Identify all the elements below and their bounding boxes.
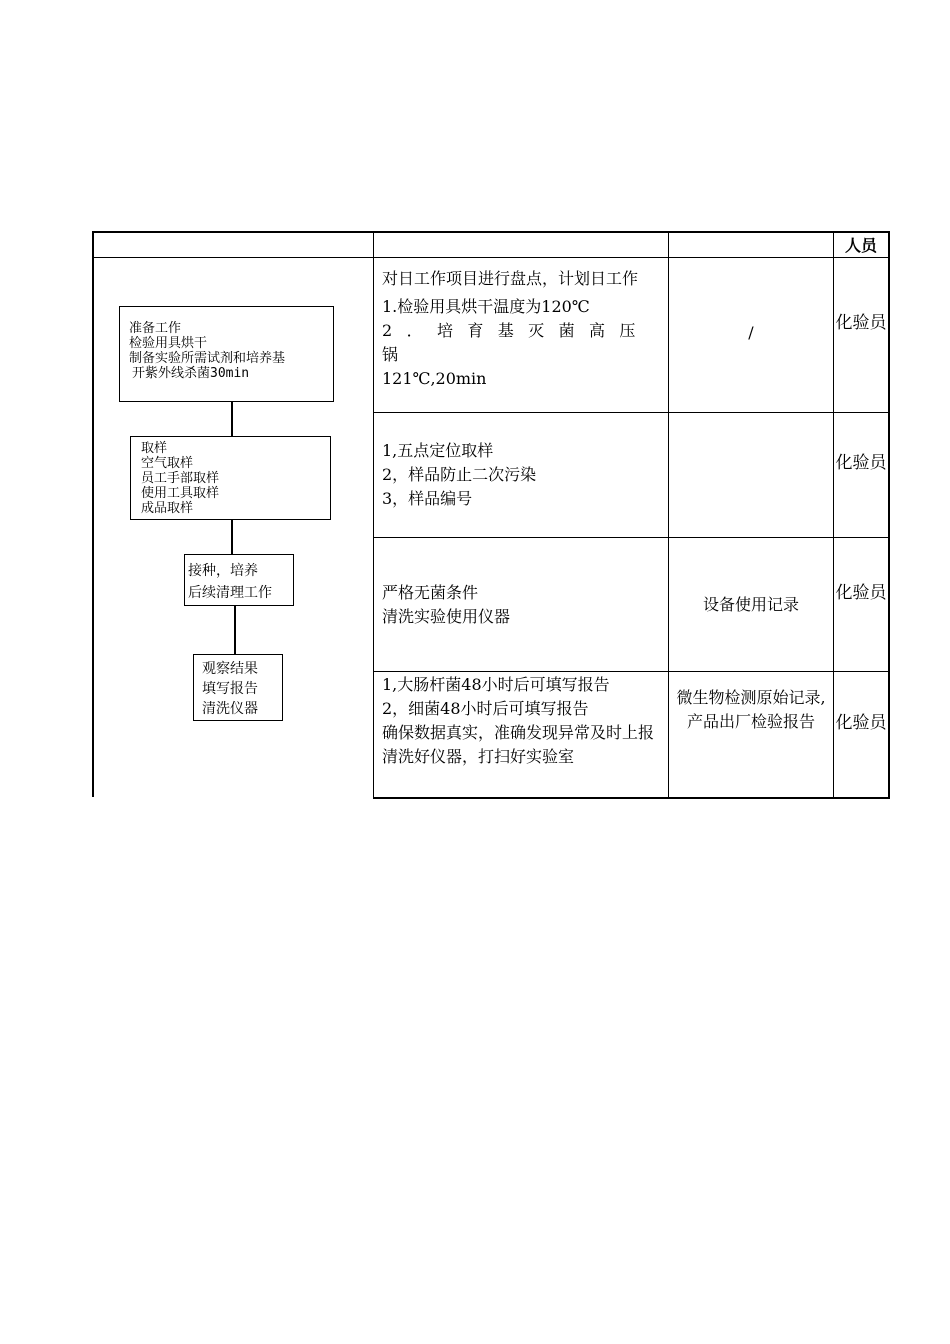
flow-box-prepare-line-3: 制备实验所需试剂和培养基 xyxy=(129,351,286,366)
row1-step-3 xyxy=(382,319,660,367)
row3-step-1: 严格无菌条件 xyxy=(382,583,479,602)
flow-box-inoculate xyxy=(184,554,294,606)
header-personnel: 人员 xyxy=(844,235,877,255)
row2-step-2: 2，样品防止二次污染 xyxy=(382,465,537,484)
row4-record: 微生物检测原始记录,产品出厂检验报告 xyxy=(676,688,826,731)
row1-step-2: 1.检验用具烘干温度为120℃ xyxy=(382,297,590,316)
row1-step-1: 对日工作项目进行盘点，计划日工作 xyxy=(382,269,639,288)
col-divider-1 xyxy=(373,231,374,799)
flow-box-sampling-line-5: 成品取样 xyxy=(141,501,194,516)
flow-box-observe-line-3: 清洗仪器 xyxy=(202,701,258,717)
flow-box-sampling-line-3: 员工手部取样 xyxy=(141,471,220,486)
row-divider-1 xyxy=(373,412,890,413)
table-right-border xyxy=(888,231,890,797)
row3-step-2: 清洗实验使用仪器 xyxy=(382,607,511,626)
flow-connector-2 xyxy=(231,520,233,554)
header-bottom-border xyxy=(92,257,890,258)
row-divider-3 xyxy=(373,671,890,672)
flow-box-inoculate-line-1: 接种，培养 xyxy=(188,563,258,579)
flow-box-inoculate-line-2: 后续清理工作 xyxy=(188,585,272,601)
row4-step-2: 2，细菌48小时后可填写报告 xyxy=(382,699,589,718)
flow-box-prepare-line-4: 开紫外线杀菌30min xyxy=(132,366,250,381)
row1-record: / xyxy=(748,323,754,342)
table-bottom-border xyxy=(373,797,890,799)
row2-person: 化验员 xyxy=(835,453,887,473)
row-divider-2 xyxy=(373,537,890,538)
flow-box-observe xyxy=(193,654,283,721)
flow-connector-1 xyxy=(231,402,233,436)
row4-person: 化验员 xyxy=(835,713,887,733)
flow-box-prepare-line-2: 检验用具烘干 xyxy=(129,336,208,351)
row2-steps xyxy=(382,439,536,511)
flow-box-sampling xyxy=(130,436,331,520)
col-divider-2 xyxy=(668,231,669,799)
row1-step-3-text: 2．培育基灭菌高压锅 xyxy=(382,321,650,364)
flow-box-prepare xyxy=(119,306,334,402)
row3-steps xyxy=(382,581,510,629)
row2-step-1: 1,五点定位取样 xyxy=(382,441,494,460)
flow-box-prepare-line-1: 准备工作 xyxy=(129,321,182,336)
table-top-border xyxy=(92,231,890,233)
row1-steps xyxy=(382,267,662,391)
flow-box-sampling-line-1: 取样 xyxy=(141,441,168,456)
row3-record: 设备使用记录 xyxy=(702,595,799,614)
flow-connector-3 xyxy=(234,606,236,654)
flow-box-observe-line-1: 观察结果 xyxy=(202,661,258,677)
table-left-border xyxy=(92,231,94,797)
row3-person: 化验员 xyxy=(835,583,887,603)
row1-step-4: 121℃,20min xyxy=(382,369,487,388)
flow-box-observe-line-2: 填写报告 xyxy=(202,681,258,697)
flow-box-sampling-line-4: 使用工具取样 xyxy=(141,486,220,501)
row4-steps xyxy=(382,673,662,769)
row2-step-3: 3，样品编号 xyxy=(382,489,473,508)
flow-box-sampling-line-2: 空气取样 xyxy=(141,456,194,471)
row1-person: 化验员 xyxy=(835,313,887,333)
row4-step-3: 确保数据真实，准确发现异常及时上报清洗好仪器，打扫好实验室 xyxy=(382,723,655,766)
row4-step-1: 1,大肠杆菌48小时后可填写报告 xyxy=(382,675,610,694)
